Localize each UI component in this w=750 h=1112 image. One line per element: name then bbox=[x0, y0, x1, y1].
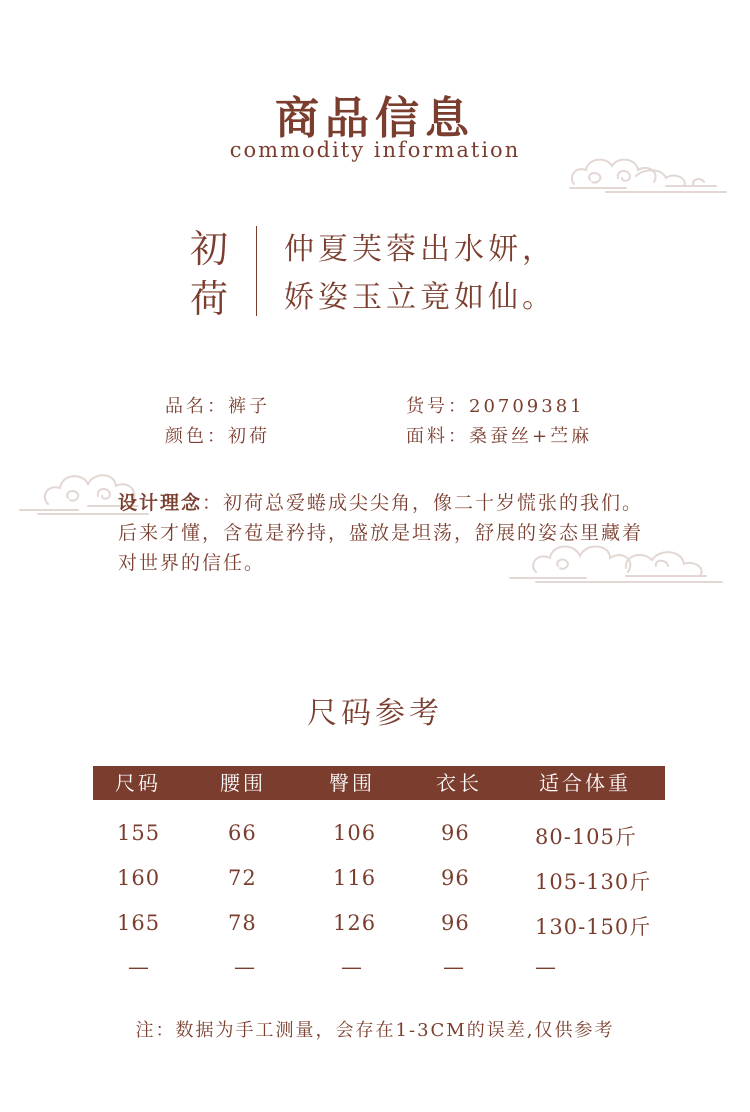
product-fabric: 面料：桑蚕丝+苎麻 bbox=[406, 426, 593, 447]
cell-waist: — bbox=[234, 955, 256, 979]
cell-length: — bbox=[443, 955, 465, 979]
header-size: 尺码 bbox=[115, 771, 161, 795]
header-waist: 腰围 bbox=[220, 771, 266, 795]
product-vertical-name bbox=[190, 224, 236, 324]
cell-hip: 106 bbox=[333, 821, 377, 845]
cell-waist: 66 bbox=[228, 821, 257, 845]
poem-line: 娇姿玉立竟如仙。 bbox=[284, 280, 556, 315]
design-concept bbox=[118, 488, 658, 578]
divider bbox=[256, 226, 257, 316]
cell-weight: 80-105斤 bbox=[535, 825, 637, 849]
design-text: ：初荷总爱蜷成尖尖角，像二十岁慌张的我们。后来才懂，含苞是矜持，盛放是坦荡，舒展的姿态里藏着对世界的信任。 bbox=[118, 492, 644, 574]
cell-size: 160 bbox=[117, 866, 161, 890]
product-name-char: 荷 bbox=[190, 277, 229, 321]
cell-hip: 116 bbox=[333, 866, 377, 890]
cell-size: — bbox=[128, 955, 150, 979]
cell-weight: 105-130斤 bbox=[535, 870, 652, 894]
cell-hip: — bbox=[341, 955, 363, 979]
cell-hip: 126 bbox=[333, 911, 377, 935]
cell-weight: 130-150斤 bbox=[535, 915, 652, 939]
cell-waist: 78 bbox=[228, 911, 257, 935]
size-chart-title: 尺码参考 bbox=[307, 696, 443, 731]
product-sku: 货号：20709381 bbox=[406, 396, 585, 417]
product-name-char: 初 bbox=[190, 227, 229, 271]
cell-length: 96 bbox=[441, 911, 470, 935]
cell-weight: — bbox=[535, 955, 557, 979]
header-length: 衣长 bbox=[436, 771, 482, 795]
product-name: 品名：裤子 bbox=[165, 396, 270, 417]
product-color: 颜色：初荷 bbox=[165, 426, 270, 447]
cell-size: 155 bbox=[117, 821, 161, 845]
poem-line: 仲夏芙蓉出水妍， bbox=[284, 232, 556, 267]
cell-size: 165 bbox=[117, 911, 161, 935]
page-subtitle: commodity information bbox=[229, 138, 521, 162]
size-table-header bbox=[93, 766, 665, 800]
header-hip: 臀围 bbox=[329, 771, 375, 795]
cell-length: 96 bbox=[441, 821, 470, 845]
page-title: 商品信息 bbox=[275, 93, 475, 144]
header-weight: 适合体重 bbox=[539, 771, 631, 795]
measurement-note: 注：数据为手工测量，会存在1-3CM的误差,仅供参考 bbox=[135, 1020, 615, 1041]
cell-waist: 72 bbox=[228, 866, 257, 890]
cell-length: 96 bbox=[441, 866, 470, 890]
poem bbox=[284, 226, 556, 322]
design-label: 设计理念 bbox=[118, 492, 203, 514]
